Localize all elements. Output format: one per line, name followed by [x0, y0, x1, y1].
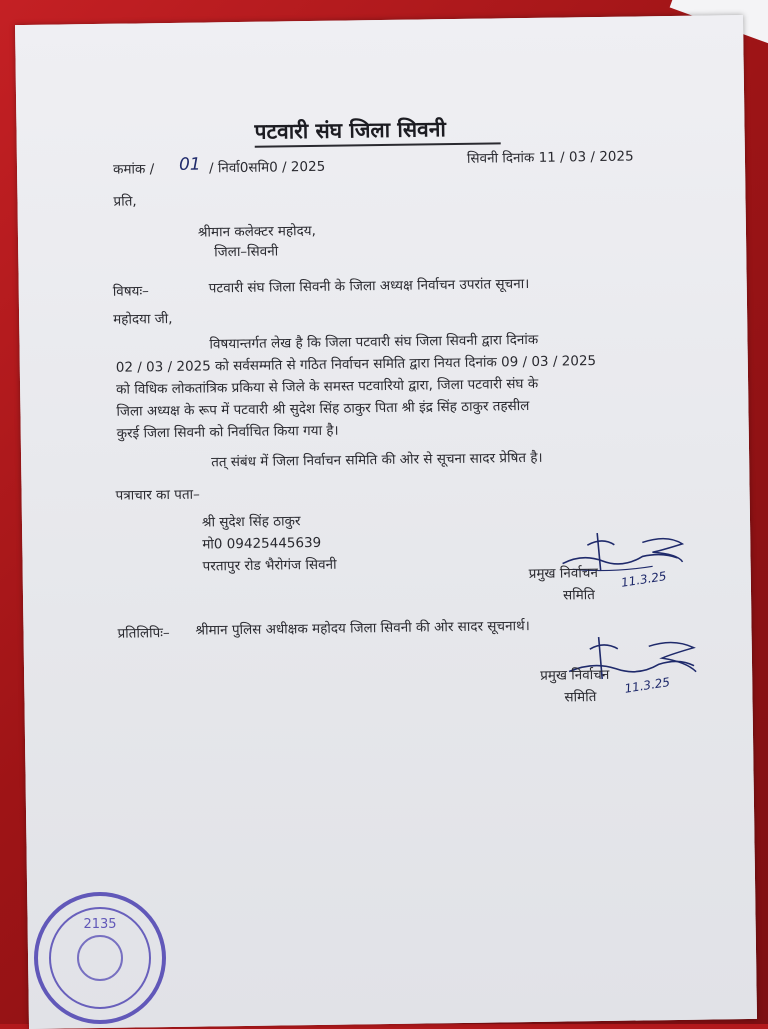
- salutation: महोदया जी,: [113, 310, 173, 328]
- to-label: प्रति,: [113, 193, 137, 210]
- address-phone: मो0 09425445639: [202, 534, 322, 553]
- ref-suffix: / निर्वा0समि0 / 2025: [208, 158, 326, 177]
- body-line-2: 02 / 03 / 2025 को सर्वसम्मति से गठित निर्वाचन समिति द्वारा नियत दिनांक 09 / 03 / 2025: [115, 353, 597, 376]
- copy-label: प्रतिलिपिः–: [117, 625, 170, 642]
- closing-line: तत् संबंध में जिला निर्वाचन समिति की ओर से सूचना सादर प्रेषित है।: [211, 449, 543, 471]
- letter-title: पटवारी संघ जिला सिवनी: [254, 117, 447, 144]
- place-date: सिवनी दिनांक 11 / 03 / 2025: [466, 148, 634, 167]
- stamp-number: 2135: [83, 917, 117, 932]
- recipient-line1: श्रीमान कलेक्टर महोदय,: [197, 222, 316, 241]
- signatory-line1: प्रमुख निर्वाचन: [528, 565, 599, 583]
- address-label: पत्राचार का पता–: [115, 486, 200, 504]
- body-line-5: कुरई जिला सिवनी को निर्वाचित किया गया है।: [116, 422, 339, 442]
- ref-label: कमांक /: [112, 161, 155, 178]
- body-line-3: को विधिक लोकतांत्रिक प्रकिया से जिले के समस्त पटवारियो द्वारा, जिला पटवारी संघ के: [116, 375, 539, 398]
- signature-date-1: 11.3.25: [620, 568, 668, 590]
- copy-text: श्रीमान पुलिस अधीक्षक महोदय जिला सिवनी की ओर सादर सूचनार्थ।: [195, 618, 530, 639]
- address-name: श्री सुदेश सिंह ठाकुर: [201, 513, 301, 531]
- signatory-line2: समिति: [562, 587, 596, 604]
- body-line-1: विषयान्तर्गत लेख है कि जिला पटवारी संघ जिला सिवनी द्वारा दिनांक: [209, 331, 539, 353]
- ref-number: 01: [178, 154, 201, 175]
- signature-date-2: 11.3.25: [623, 674, 671, 696]
- recipient-line2: जिला–सिवनी: [214, 243, 279, 261]
- office-stamp: [30, 888, 170, 1028]
- signatory2-line2: समिति: [564, 689, 597, 706]
- body-line-4: जिला अध्यक्ष के रूप में पटवारी श्री सुदेश सिंह ठाकुर पिता श्री इंद्र सिंह ठाकुर तहसील: [116, 397, 530, 420]
- signatory2-line1: प्रमुख निर्वाचन: [540, 666, 610, 684]
- subject-label: विषयः–: [112, 283, 149, 300]
- signature-1: [542, 522, 693, 594]
- address-place: परतापुर रोड भैरोगंज सिवनी: [202, 556, 337, 575]
- letter-page: [15, 15, 757, 1029]
- subject-text: पटवारी संघ जिला सिवनी के जिला अध्यक्ष निर्वाचन उपरांत सूचना।: [208, 275, 530, 297]
